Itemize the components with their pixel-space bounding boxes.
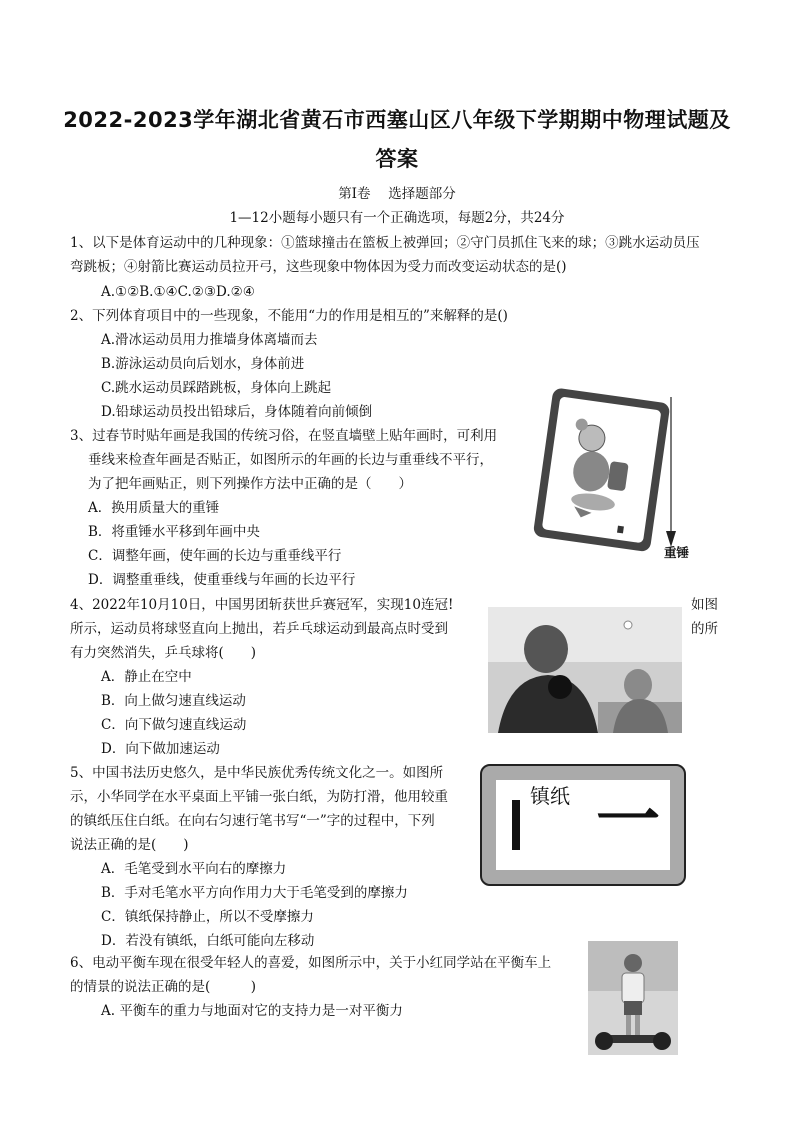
q1-options: A.①②B.①④C.②③D.②④: [101, 284, 255, 300]
q3-line-3: 为了把年画贴正，则下列操作方法中正确的是（ ）: [88, 476, 412, 492]
paperweight-bar: [512, 800, 520, 850]
balance-scooter-photo: [588, 941, 678, 1055]
q2-option-b: B.游泳运动员向后划水，身体前进: [101, 356, 305, 372]
q1-line-2: 弯跳板；④射箭比赛运动员拉开弓，这些现象中物体因为受力而改变运动状态的是(): [70, 259, 567, 275]
girl-on-balance-scooter-image: [588, 941, 678, 1055]
q4-line-1-end: 如图: [691, 597, 718, 613]
paperweight-label: 镇纸: [530, 784, 570, 808]
q3-option-b: B．将重锤水平移到年画中央: [88, 524, 260, 540]
q5-line-2: 示，小华同学在水平桌面上平铺一张白纸，为防打滑，他用较重: [70, 789, 448, 805]
q2-option-a: A.滑冰运动员用力推墙身体离墙而去: [101, 332, 318, 348]
section-title: 第Ⅰ卷 选择题部分: [338, 186, 456, 202]
document-title-line-2: 答案: [375, 147, 419, 171]
q3-option-d: D．调整重垂线，使重垂线与年画的长边平行: [88, 572, 356, 588]
plumb-weight-label: 重锤: [664, 545, 690, 560]
plumb-line-diagram: [528, 385, 708, 565]
written-character: 一: [596, 783, 660, 858]
new-year-picture-figure: [528, 385, 708, 565]
document-title-line-1: 2022-2023学年湖北省黄石市西塞山区八年级下学期期中物理试题及: [63, 108, 731, 132]
q6-option-a: A. 平衡车的重力与地面对它的支持力是一对平衡力: [101, 1003, 403, 1019]
q4-option-d: D．向下做加速运动: [101, 741, 220, 757]
q4-option-a: A．静止在空中: [101, 669, 192, 685]
q4-line-3: 有力突然消失，乒乓球将( ): [70, 645, 257, 661]
q5-option-b: B．手对毛笔水平方向作用力大于毛笔受到的摩擦力: [101, 885, 408, 901]
q1-line-1: 1、以下是体育运动中的几种现象：①篮球撞击在篮板上被弹回；②守门员抓住飞来的球；③跳水运动员压: [70, 235, 700, 251]
q5-option-c: C．镇纸保持静止，所以不受摩擦力: [101, 909, 314, 925]
q3-option-a: A．换用质量大的重锤: [88, 500, 220, 516]
q4-line-1: 4、2022年10月10日，中国男团斩获世乒赛冠军，实现10连冠!: [70, 597, 454, 613]
calligraphy-figure: [480, 764, 686, 886]
q5-line-3: 的镇纸压住白纸。在向右匀速行笔书写“一”字的过程中，下列: [70, 813, 435, 829]
q4-line-2: 所示，运动员将球竖直向上抛出，若乒乓球运动到最高点时受到: [70, 621, 448, 637]
q5-line-4: 说法正确的是( ): [70, 837, 189, 853]
q6-line-1: 6、电动平衡车现在很受年轻人的喜爱，如图所示中，关于小红同学站在平衡车上: [70, 955, 552, 971]
q4-line-2-end: 的所: [691, 621, 718, 637]
q6-line-2: 的情景的说法正确的是( ): [70, 979, 257, 995]
q2-option-c: C.跳水运动员踩踏跳板，身体向上跳起: [101, 380, 332, 396]
table-tennis-player-image: [488, 607, 682, 733]
q5-option-d: D．若没有镇纸，白纸可能向左移动: [101, 933, 315, 949]
q2-stem: 2、下列体育项目中的一些现象，不能用“力的作用是相互的”来解释的是(): [70, 308, 508, 324]
table-tennis-photo: [488, 607, 682, 733]
q3-line-1: 3、过春节时贴年画是我国的传统习俗，在竖直墙壁上贴年画时，可利用: [70, 428, 498, 444]
q3-line-2: 垂线来检查年画是否贴正，如图所示的年画的长边与重垂线不平行，: [88, 452, 493, 468]
q4-option-c: C．向下做匀速直线运动: [101, 717, 247, 733]
q5-line-1: 5、中国书法历史悠久，是中华民族优秀传统文化之一。如图所: [70, 765, 444, 781]
q2-option-d: D.铅球运动员投出铅球后，身体随着向前倾倒: [101, 404, 373, 420]
q4-option-b: B．向上做匀速直线运动: [101, 693, 246, 709]
section-note: 1—12小题每小题只有一个正确选项，每题2分，共24分: [229, 210, 565, 226]
q5-option-a: A．毛笔受到水平向右的摩擦力: [101, 861, 287, 877]
q3-option-c: C．调整年画，使年画的长边与重垂线平行: [88, 548, 342, 564]
